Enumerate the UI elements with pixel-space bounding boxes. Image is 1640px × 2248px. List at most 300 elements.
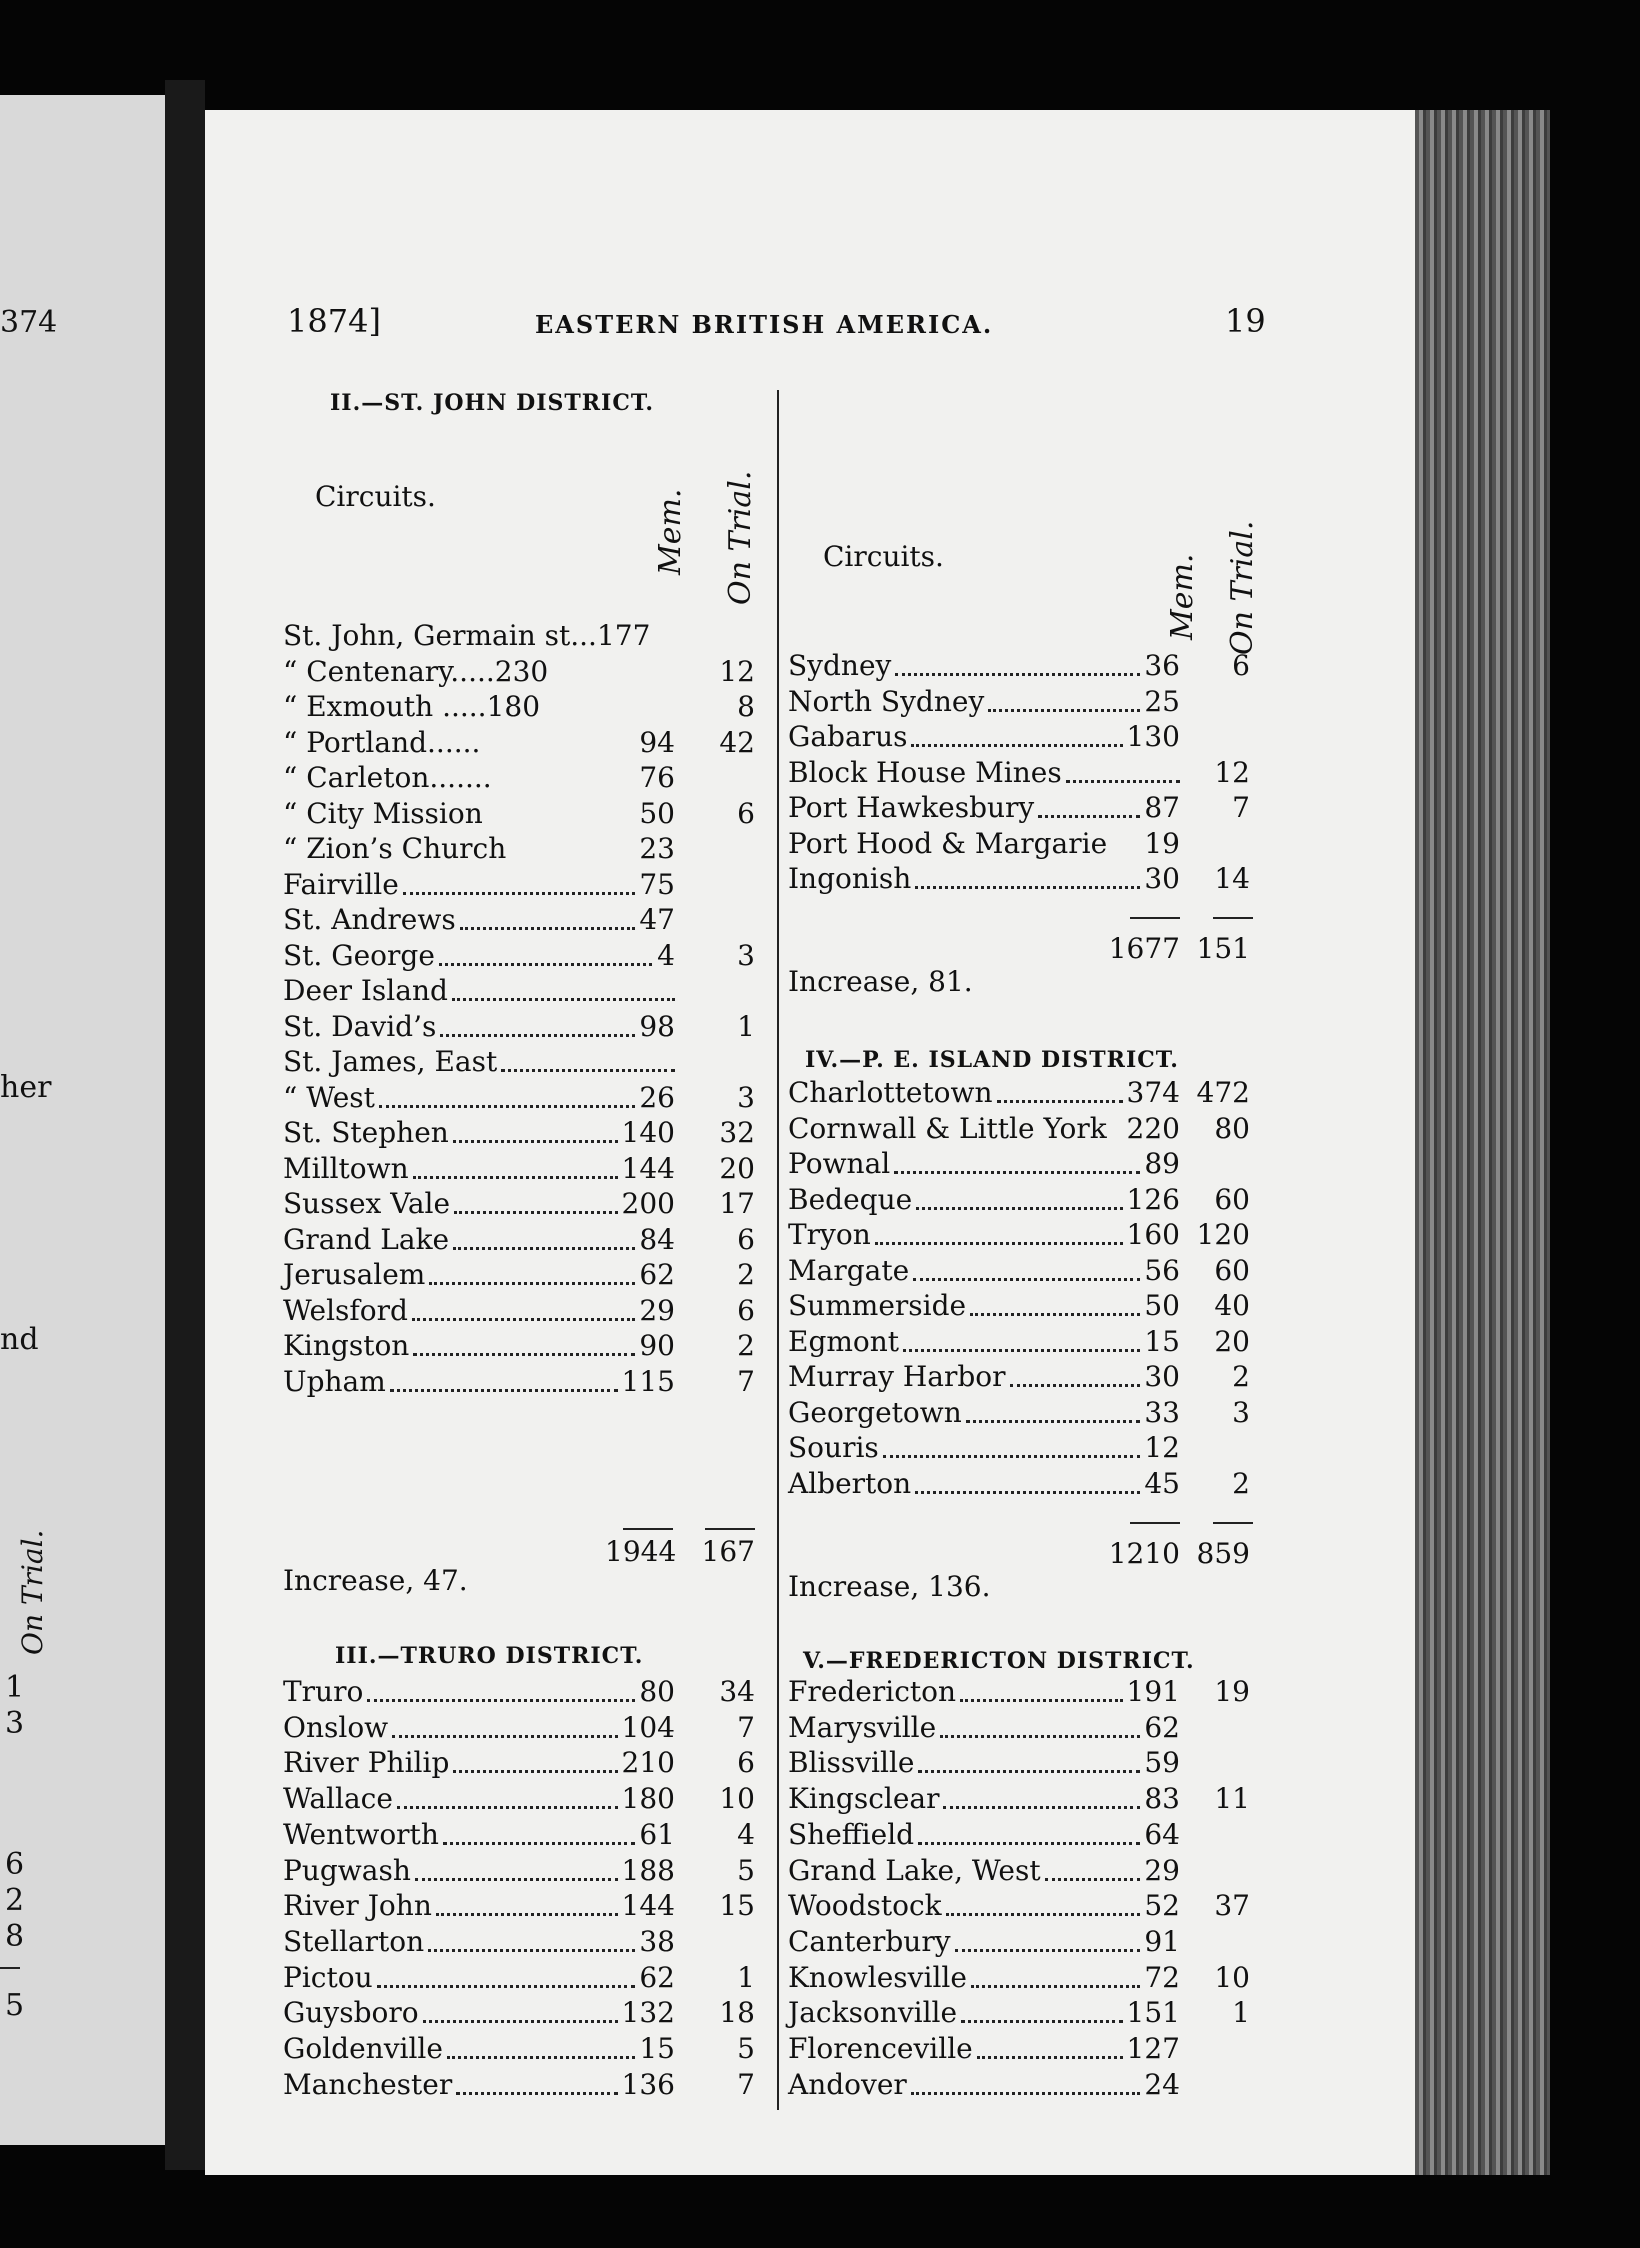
members-count: 64 bbox=[1144, 1817, 1180, 1851]
on-trial-count: 6 bbox=[737, 1746, 755, 1780]
district-title-pei: IV.—P. E. ISLAND DISTRICT. bbox=[805, 1047, 1179, 1073]
members-count: 160 bbox=[1126, 1218, 1180, 1251]
table-row bbox=[283, 1674, 763, 1710]
circuit-name: Georgetown bbox=[788, 1395, 962, 1429]
dot-leader bbox=[883, 1455, 1140, 1458]
members-count: 61 bbox=[639, 1817, 675, 1851]
table-row bbox=[788, 1466, 1288, 1502]
total-mem: 1944 bbox=[605, 1535, 677, 1568]
members-count: 59 bbox=[1144, 1746, 1180, 1780]
table-row bbox=[283, 1222, 763, 1258]
members-count: 4 bbox=[657, 938, 675, 972]
table-row bbox=[788, 1253, 1288, 1289]
circuit-name: “ West bbox=[283, 1080, 375, 1114]
district-title-st-john: II.—ST. JOHN DISTRICT. bbox=[330, 390, 655, 416]
dot-leader bbox=[977, 2056, 1123, 2059]
members-count: 12 bbox=[1144, 1431, 1180, 1464]
circuit-name: Port Hood & Margarie bbox=[788, 826, 1108, 860]
running-year: 1874] bbox=[287, 302, 381, 340]
dot-leader bbox=[413, 1353, 635, 1356]
on-trial-count: 10 bbox=[1214, 1960, 1250, 1994]
circuit-name: Fredericton bbox=[788, 1675, 957, 1708]
total-trial: 859 bbox=[1196, 1537, 1250, 1570]
total-row-cape-breton bbox=[788, 931, 1288, 967]
members-count: 180 bbox=[621, 1782, 675, 1816]
members-count: 62 bbox=[639, 1960, 675, 1994]
members-count: 115 bbox=[621, 1364, 675, 1398]
circuit-name: Knowlesville bbox=[788, 1960, 967, 1994]
circuit-name: Grand Lake bbox=[283, 1222, 450, 1256]
dot-leader bbox=[397, 1806, 618, 1809]
table-row bbox=[283, 1853, 763, 1889]
dot-leader bbox=[454, 1211, 618, 1214]
on-trial-count: 7 bbox=[737, 1710, 755, 1744]
circuit-name: Blissville bbox=[788, 1746, 915, 1780]
running-title: EASTERN BRITISH AMERICA. bbox=[535, 310, 994, 339]
members-count: 29 bbox=[639, 1293, 675, 1327]
circuit-name: Sydney bbox=[788, 649, 892, 682]
dot-leader bbox=[453, 1770, 618, 1773]
members-count: 83 bbox=[1144, 1782, 1180, 1816]
table-row bbox=[283, 1186, 763, 1222]
increase-cape-breton: Increase, 81. bbox=[788, 965, 973, 998]
circuit-name: Summerside bbox=[788, 1289, 967, 1322]
circuit-name: Wallace bbox=[283, 1782, 393, 1816]
members-count: 50 bbox=[639, 796, 675, 830]
table-row bbox=[283, 1009, 763, 1045]
dot-leader bbox=[436, 1913, 618, 1916]
dot-leader bbox=[367, 1699, 635, 1702]
on-trial-count: 4 bbox=[737, 1817, 755, 1851]
members-count: 45 bbox=[1144, 1466, 1180, 1500]
on-trial-count: 34 bbox=[719, 1675, 755, 1708]
dot-leader bbox=[412, 1318, 635, 1321]
facing-page-word: nd bbox=[0, 1322, 39, 1357]
members-count: 140 bbox=[621, 1116, 675, 1149]
table-row bbox=[788, 861, 1288, 897]
circuit-name: St. David’s bbox=[283, 1009, 437, 1043]
members-count: 23 bbox=[639, 832, 675, 865]
dot-leader bbox=[413, 1176, 618, 1179]
table-row bbox=[283, 618, 763, 654]
members-count: 144 bbox=[621, 1889, 675, 1923]
circuit-name: St. John, Germain st...177 bbox=[283, 619, 651, 652]
circuit-name: Onslow bbox=[283, 1710, 389, 1744]
facing-page-number: 5 bbox=[5, 1988, 25, 2023]
on-trial-count: 3 bbox=[737, 1080, 755, 1114]
dot-leader bbox=[915, 886, 1140, 889]
table-row bbox=[283, 1044, 763, 1080]
column-head-on-trial: On Trial. bbox=[723, 470, 758, 605]
circuit-name: “ Centenary.....230 bbox=[283, 654, 549, 688]
members-count: 50 bbox=[1144, 1289, 1180, 1322]
increase-st-john: Increase, 47. bbox=[283, 1564, 468, 1597]
table-row bbox=[283, 654, 763, 690]
table-row bbox=[788, 755, 1288, 791]
members-count: 24 bbox=[1144, 2067, 1180, 2101]
circuit-name: North Sydney bbox=[788, 684, 985, 718]
circuit-name: “ Exmouth .....180 bbox=[283, 690, 541, 723]
table-row bbox=[283, 1781, 763, 1817]
on-trial-count: 6 bbox=[737, 1222, 755, 1256]
circuit-name: Marysville bbox=[788, 1710, 937, 1744]
members-count: 76 bbox=[639, 761, 675, 794]
circuits-label: Circuits. bbox=[315, 480, 436, 513]
circuit-name: Upham bbox=[283, 1364, 386, 1398]
on-trial-count: 2 bbox=[737, 1258, 755, 1291]
table-row bbox=[283, 1817, 763, 1853]
table-row bbox=[788, 648, 1288, 684]
table-row bbox=[283, 1745, 763, 1781]
dot-leader bbox=[997, 1100, 1123, 1103]
total-rule-mem bbox=[623, 1528, 673, 1530]
page bbox=[205, 110, 1415, 2175]
on-trial-count: 12 bbox=[719, 654, 755, 688]
facing-page-year: 374 bbox=[0, 305, 58, 340]
on-trial-count: 6 bbox=[737, 1293, 755, 1327]
facing-page-number: 3 bbox=[5, 1706, 25, 1741]
on-trial-count: 3 bbox=[1232, 1395, 1250, 1429]
on-trial-count: 32 bbox=[719, 1116, 755, 1149]
dot-leader bbox=[960, 1699, 1123, 1702]
on-trial-count: 15 bbox=[719, 1889, 755, 1923]
circuit-name: Guysboro bbox=[283, 1996, 419, 2030]
on-trial-count: 472 bbox=[1196, 1076, 1250, 1109]
table-row bbox=[283, 796, 763, 832]
members-count: 374 bbox=[1126, 1076, 1180, 1109]
circuit-name: Sussex Vale bbox=[283, 1187, 451, 1220]
on-trial-count: 6 bbox=[737, 796, 755, 830]
table-row bbox=[788, 684, 1288, 720]
circuits-label: Circuits. bbox=[823, 540, 944, 573]
dot-leader bbox=[918, 1842, 1140, 1845]
column-head-mem: Mem. bbox=[653, 488, 688, 575]
dot-leader bbox=[915, 1491, 1140, 1494]
members-count: 210 bbox=[621, 1746, 675, 1780]
members-count: 56 bbox=[1144, 1253, 1180, 1287]
facing-page-number: 1 bbox=[5, 1670, 25, 1705]
circuit-name: Pugwash bbox=[283, 1853, 411, 1887]
book-gutter bbox=[165, 80, 205, 2170]
members-count: 126 bbox=[1126, 1182, 1180, 1216]
table-row bbox=[283, 938, 763, 974]
circuit-name: Jerusalem bbox=[283, 1258, 426, 1291]
dot-leader bbox=[392, 1735, 618, 1738]
table-row bbox=[283, 831, 763, 867]
table-row bbox=[283, 1151, 763, 1187]
members-count: 33 bbox=[1144, 1395, 1180, 1429]
on-trial-count: 2 bbox=[1232, 1466, 1250, 1500]
on-trial-count: 8 bbox=[737, 690, 755, 723]
table-row bbox=[788, 1781, 1288, 1817]
table-row bbox=[788, 2031, 1288, 2067]
circuit-name: Margate bbox=[788, 1253, 910, 1287]
members-count: 89 bbox=[1144, 1147, 1180, 1180]
table-row bbox=[283, 2031, 763, 2067]
on-trial-count: 10 bbox=[719, 1782, 755, 1816]
circuit-name: Bedeque bbox=[788, 1182, 913, 1216]
on-trial-count: 40 bbox=[1214, 1289, 1250, 1322]
table-row bbox=[788, 1182, 1288, 1218]
members-count: 15 bbox=[1144, 1324, 1180, 1358]
table-row bbox=[283, 867, 763, 903]
members-count: 84 bbox=[639, 1222, 675, 1256]
members-count: 188 bbox=[621, 1853, 675, 1887]
circuit-name: Manchester bbox=[283, 2067, 453, 2101]
column-head-on-trial: On Trial. bbox=[1225, 520, 1260, 655]
circuit-name: Murray Harbor bbox=[788, 1360, 1006, 1393]
total-row-pei bbox=[788, 1536, 1288, 1572]
table-row bbox=[788, 1960, 1288, 1996]
table-row bbox=[283, 973, 763, 1009]
table-row bbox=[283, 1328, 763, 1364]
dot-leader bbox=[415, 1878, 618, 1881]
table-row bbox=[788, 1674, 1288, 1710]
table-row bbox=[283, 725, 763, 761]
on-trial-count: 2 bbox=[1232, 1360, 1250, 1393]
circuit-name: “ City Mission bbox=[283, 796, 483, 830]
dot-leader bbox=[913, 1278, 1140, 1281]
dot-leader bbox=[377, 1985, 635, 1988]
table-row bbox=[788, 1217, 1288, 1253]
table-row bbox=[788, 1395, 1288, 1431]
district-title-truro: III.—TRURO DISTRICT. bbox=[335, 1643, 644, 1669]
table-row bbox=[788, 1853, 1288, 1889]
table-row bbox=[283, 1080, 763, 1116]
district-title-fredericton: V.—FREDERICTON DISTRICT. bbox=[803, 1648, 1195, 1674]
circuit-name: Andover bbox=[788, 2067, 907, 2101]
table-row bbox=[788, 1924, 1288, 1960]
members-count: 144 bbox=[621, 1151, 675, 1185]
dot-leader bbox=[1066, 780, 1180, 783]
members-count: 30 bbox=[1144, 1360, 1180, 1393]
on-trial-count: 60 bbox=[1214, 1182, 1250, 1216]
members-count: 75 bbox=[639, 867, 675, 901]
circuit-name: Pownal bbox=[788, 1147, 891, 1180]
circuit-name: Canterbury bbox=[788, 1924, 951, 1958]
members-count: 200 bbox=[621, 1187, 675, 1220]
circuit-name: Fairville bbox=[283, 867, 399, 901]
on-trial-count: 7 bbox=[737, 1364, 755, 1398]
on-trial-count: 120 bbox=[1196, 1218, 1250, 1251]
table-row bbox=[283, 2067, 763, 2103]
members-count: 62 bbox=[639, 1258, 675, 1291]
on-trial-count: 1 bbox=[737, 1009, 755, 1043]
table-row bbox=[788, 790, 1288, 826]
circuit-name: Stellarton bbox=[283, 1924, 425, 1958]
members-count: 72 bbox=[1144, 1960, 1180, 1994]
dot-leader bbox=[456, 2092, 618, 2095]
members-count: 132 bbox=[621, 1996, 675, 2030]
members-count: 15 bbox=[639, 2032, 675, 2065]
dot-leader bbox=[916, 1207, 1123, 1210]
circuit-name: River Philip bbox=[283, 1746, 450, 1780]
table-row bbox=[788, 826, 1288, 862]
circuit-name: Truro bbox=[283, 1675, 364, 1708]
table-row bbox=[788, 1888, 1288, 1924]
table-row bbox=[283, 1710, 763, 1746]
table-row bbox=[788, 1817, 1288, 1853]
total-trial: 151 bbox=[1196, 932, 1250, 965]
dot-leader bbox=[453, 1140, 618, 1143]
members-count: 127 bbox=[1126, 2032, 1180, 2065]
members-count: 30 bbox=[1144, 862, 1180, 895]
members-count: 36 bbox=[1144, 649, 1180, 682]
circuit-name: “ Zion’s Church bbox=[283, 832, 507, 865]
on-trial-count: 3 bbox=[737, 938, 755, 972]
circuit-name: Block House Mines bbox=[788, 755, 1062, 789]
dot-leader bbox=[501, 1069, 675, 1072]
circuit-name: Tryon bbox=[788, 1218, 871, 1251]
on-trial-count: 11 bbox=[1214, 1782, 1250, 1816]
members-count: 90 bbox=[639, 1329, 675, 1362]
members-count: 220 bbox=[1126, 1111, 1180, 1145]
dot-leader bbox=[423, 2020, 618, 2023]
circuit-name: St. George bbox=[283, 938, 435, 972]
on-trial-count: 7 bbox=[1232, 791, 1250, 824]
circuit-name: Welsford bbox=[283, 1293, 408, 1327]
on-trial-count: 12 bbox=[1214, 755, 1250, 789]
members-count: 38 bbox=[639, 1924, 675, 1958]
table-row bbox=[788, 1324, 1288, 1360]
table-row bbox=[788, 1288, 1288, 1324]
table-row bbox=[283, 1960, 763, 1996]
table-row bbox=[283, 1364, 763, 1400]
circuit-name: Deer Island bbox=[283, 974, 448, 1007]
page-edges bbox=[1415, 110, 1550, 2175]
on-trial-count: 5 bbox=[737, 1853, 755, 1887]
circuit-name: Florenceville bbox=[788, 2032, 973, 2065]
total-rule-mem bbox=[1130, 1522, 1180, 1524]
on-trial-count: 20 bbox=[719, 1151, 755, 1185]
circuit-name: St. James, East bbox=[283, 1045, 498, 1078]
on-trial-count: 7 bbox=[737, 2067, 755, 2101]
total-rule-trial bbox=[1213, 917, 1253, 919]
on-trial-count: 42 bbox=[719, 725, 755, 759]
table-row bbox=[788, 1995, 1288, 2031]
dot-leader bbox=[403, 892, 635, 895]
members-count: 47 bbox=[639, 903, 675, 936]
members-count: 52 bbox=[1144, 1889, 1180, 1923]
table-row bbox=[283, 1257, 763, 1293]
on-trial-count: 80 bbox=[1214, 1111, 1250, 1145]
members-count: 91 bbox=[1144, 1924, 1180, 1958]
circuit-name: Gabarus bbox=[788, 720, 908, 753]
dot-leader bbox=[379, 1105, 635, 1108]
circuit-name: Port Hawkesbury bbox=[788, 791, 1035, 824]
facing-page bbox=[0, 95, 165, 2145]
on-trial-count: 1 bbox=[737, 1960, 755, 1994]
members-count: 104 bbox=[621, 1710, 675, 1744]
facing-page-number: 6 bbox=[5, 1847, 25, 1882]
circuit-name: Ingonish bbox=[788, 862, 912, 895]
members-count: 94 bbox=[639, 725, 675, 759]
circuit-name: St. Andrews bbox=[283, 903, 456, 936]
total-rule-trial bbox=[1213, 1522, 1253, 1524]
dot-leader bbox=[875, 1242, 1123, 1245]
table-row bbox=[788, 1710, 1288, 1746]
circuit-name: St. Stephen bbox=[283, 1116, 449, 1149]
dot-leader bbox=[961, 2020, 1123, 2023]
members-count: 29 bbox=[1144, 1853, 1180, 1887]
total-rule-mem bbox=[1130, 917, 1180, 919]
total-mem: 1677 bbox=[1108, 932, 1180, 965]
on-trial-count: 2 bbox=[737, 1329, 755, 1362]
column-divider bbox=[777, 390, 779, 2110]
circuit-name: Goldenville bbox=[283, 2032, 443, 2065]
on-trial-count: 17 bbox=[719, 1187, 755, 1220]
facing-page-number: 2 bbox=[5, 1883, 25, 1918]
dot-leader bbox=[452, 998, 675, 1001]
table-row bbox=[283, 760, 763, 796]
circuit-name: Milltown bbox=[283, 1151, 409, 1185]
facing-page-column-head: On Trial. bbox=[16, 1529, 49, 1655]
total-mem: 1210 bbox=[1108, 1537, 1180, 1570]
members-count: 87 bbox=[1144, 791, 1180, 824]
circuit-name: Cornwall & Little York bbox=[788, 1111, 1107, 1145]
page-number: 19 bbox=[1225, 302, 1266, 340]
table-row bbox=[283, 1888, 763, 1924]
total-trial: 167 bbox=[701, 1535, 755, 1568]
dot-leader bbox=[918, 1770, 1140, 1773]
on-trial-count: 5 bbox=[737, 2032, 755, 2065]
table-row bbox=[788, 1430, 1288, 1466]
table-row bbox=[283, 1995, 763, 2031]
circuit-name: Wentworth bbox=[283, 1817, 439, 1851]
table-row bbox=[788, 1745, 1288, 1781]
table-row bbox=[283, 902, 763, 938]
circuit-name: Souris bbox=[788, 1431, 879, 1464]
facing-page-word: her bbox=[0, 1070, 52, 1105]
members-count: 130 bbox=[1126, 720, 1180, 753]
members-count: 26 bbox=[639, 1080, 675, 1114]
table-row bbox=[788, 1146, 1288, 1182]
members-count: 98 bbox=[639, 1009, 675, 1043]
members-count: 191 bbox=[1126, 1675, 1180, 1708]
members-count: 80 bbox=[639, 1675, 675, 1708]
table-row bbox=[788, 2067, 1288, 2103]
on-trial-count: 20 bbox=[1214, 1324, 1250, 1358]
circuit-name: Kingsclear bbox=[788, 1782, 940, 1816]
on-trial-count: 1 bbox=[1232, 1996, 1250, 2030]
increase-pei: Increase, 136. bbox=[788, 1570, 991, 1603]
on-trial-count: 37 bbox=[1214, 1889, 1250, 1923]
dot-leader bbox=[894, 1171, 1140, 1174]
members-count: 25 bbox=[1144, 684, 1180, 718]
on-trial-count: 6 bbox=[1232, 649, 1250, 682]
table-row bbox=[283, 1115, 763, 1151]
on-trial-count: 14 bbox=[1214, 862, 1250, 895]
dot-leader bbox=[911, 2092, 1140, 2095]
circuit-name: River John bbox=[283, 1889, 432, 1923]
dot-leader bbox=[390, 1389, 618, 1392]
circuit-name: Egmont bbox=[788, 1324, 900, 1358]
circuit-name: Jacksonville bbox=[788, 1996, 958, 2030]
circuit-name: Woodstock bbox=[788, 1889, 942, 1923]
table-row bbox=[788, 1111, 1288, 1147]
table-row bbox=[788, 1075, 1288, 1111]
circuit-name: “ Carleton....... bbox=[283, 761, 492, 794]
total-rule-trial bbox=[705, 1528, 755, 1530]
dot-leader bbox=[428, 1949, 635, 1952]
on-trial-count: 19 bbox=[1214, 1675, 1250, 1708]
circuit-name: Sheffield bbox=[788, 1817, 915, 1851]
column-head-mem: Mem. bbox=[1165, 553, 1200, 640]
members-count: 19 bbox=[1144, 826, 1180, 860]
members-count: 151 bbox=[1126, 1996, 1180, 2030]
circuit-name: Grand Lake, West bbox=[788, 1853, 1041, 1887]
facing-page-number: 8 bbox=[5, 1919, 25, 1954]
